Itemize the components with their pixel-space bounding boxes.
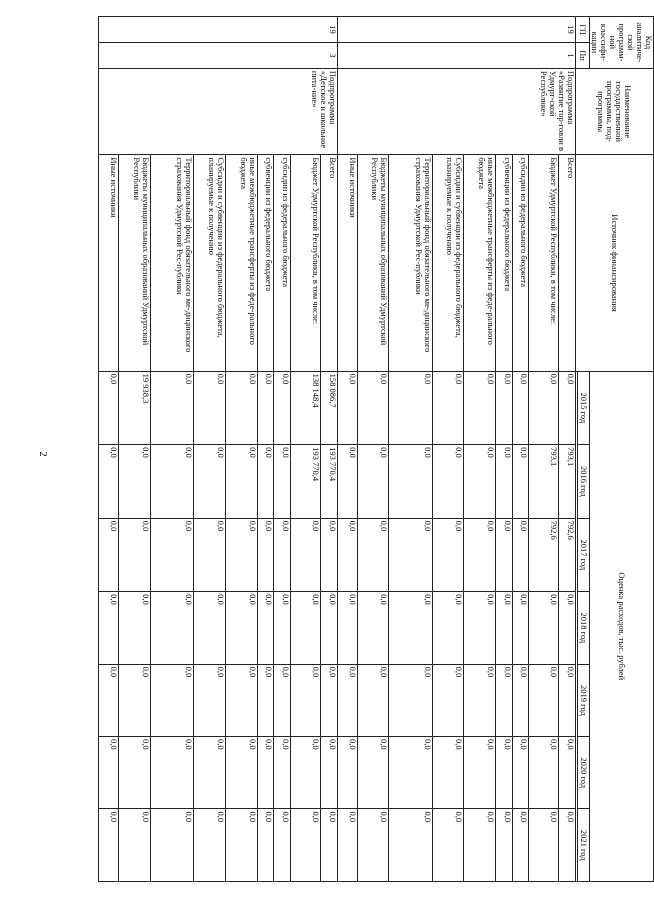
value-cell: 0,0: [194, 809, 226, 882]
value-cell: 0,0: [464, 592, 496, 664]
value-cell: 0,0: [320, 664, 337, 736]
funding-source: субсидии из федерального бюджета: [512, 155, 529, 371]
value-cell: 0,0: [119, 592, 151, 664]
funding-source: иные межбюджетные трансферты из феде-рального бюджета: [464, 155, 496, 371]
value-cell: 0,0: [290, 518, 320, 592]
value-cell: 0,0: [99, 592, 119, 664]
value-cell: 0,0: [529, 371, 559, 445]
pp-code: 3: [99, 42, 338, 68]
value-cell: 0,0: [357, 664, 389, 736]
value-cell: 792,6: [559, 518, 576, 592]
value-cell: 0,0: [274, 809, 291, 882]
header-year: 2018 год: [578, 592, 590, 664]
value-cell: 792,6: [529, 518, 559, 592]
value-cell: 0,0: [337, 809, 357, 882]
value-cell: 793,1: [529, 445, 559, 519]
header-code-group: Код аналитиче-ской программ-ной классифи-кации: [590, 17, 654, 69]
header-year: 2016 год: [578, 445, 590, 519]
value-cell: 0,0: [432, 809, 464, 882]
expense-table: [98, 16, 654, 882]
value-cell: 0,0: [274, 371, 291, 445]
value-cell: 0,0: [194, 737, 226, 809]
value-cell: 0,0: [529, 737, 559, 809]
value-cell: 0,0: [119, 518, 151, 592]
value-cell: 0,0: [99, 445, 119, 519]
value-cell: 0,0: [389, 809, 432, 882]
value-cell: 0,0: [357, 518, 389, 592]
value-cell: 0,0: [529, 809, 559, 882]
program-name: Подпрограмма «Развитие тор-говли в Удмурт-ской Республике»: [337, 68, 575, 155]
value-cell: 0,0: [512, 592, 529, 664]
value-cell: 0,0: [337, 518, 357, 592]
value-cell: 0,0: [257, 371, 274, 445]
value-cell: 0,0: [357, 445, 389, 519]
value-cell: 0,0: [337, 445, 357, 519]
value-cell: 0,0: [274, 592, 291, 664]
value-cell: 0,0: [257, 737, 274, 809]
value-cell: 0,0: [225, 664, 257, 736]
value-cell: 0,0: [495, 737, 512, 809]
value-cell: 0,0: [320, 518, 337, 592]
value-cell: 193 770,4: [320, 445, 337, 519]
funding-source: Иные источники: [99, 155, 119, 371]
value-cell: 0,0: [194, 664, 226, 736]
value-cell: 0,0: [512, 664, 529, 736]
funding-source: Всего: [320, 155, 337, 371]
value-cell: 0,0: [257, 664, 274, 736]
value-cell: 0,0: [150, 592, 193, 664]
value-cell: 0,0: [99, 809, 119, 882]
value-cell: 0,0: [512, 737, 529, 809]
value-cell: 0,0: [495, 809, 512, 882]
funding-source: Иные источники: [337, 155, 357, 371]
value-cell: 0,0: [290, 737, 320, 809]
value-cell: 0,0: [320, 737, 337, 809]
value-cell: 0,0: [99, 371, 119, 445]
funding-source: субвенции из федерального бюджета: [495, 155, 512, 371]
value-cell: 0,0: [512, 809, 529, 882]
value-cell: 0,0: [290, 664, 320, 736]
value-cell: 0,0: [119, 809, 151, 882]
value-cell: 0,0: [150, 518, 193, 592]
value-cell: 0,0: [99, 664, 119, 736]
value-cell: 0,0: [225, 371, 257, 445]
header-pp: Пп: [576, 42, 590, 68]
value-cell: 0,0: [150, 371, 193, 445]
header-year: 2019 год: [578, 664, 590, 736]
value-cell: 0,0: [495, 518, 512, 592]
value-cell: 193 770,4: [290, 445, 320, 519]
funding-source: субсидии из федерального бюджета: [274, 155, 291, 371]
funding-source: Субсидии и субвенции из федерального бюджета, планируемые к получению: [194, 155, 226, 371]
funding-source: Бюджет Удмуртской Республики, в том числе:: [290, 155, 320, 371]
header-source: Источник финансирования: [576, 155, 654, 371]
header-year: 2015 год: [578, 371, 590, 445]
value-cell: 0,0: [357, 809, 389, 882]
program-name: Подпрограмма «Детское и школьное пита-ние»: [99, 68, 338, 155]
page-number: 2: [36, 451, 49, 457]
value-cell: 0,0: [389, 664, 432, 736]
header-gp: ГП: [576, 17, 590, 43]
value-cell: 0,0: [432, 737, 464, 809]
value-cell: 0,0: [257, 592, 274, 664]
value-cell: 0,0: [559, 371, 576, 445]
rotated-table-wrapper: [98, 16, 654, 882]
value-cell: 0,0: [194, 371, 226, 445]
value-cell: 0,0: [432, 518, 464, 592]
value-cell: 0,0: [194, 518, 226, 592]
value-cell: 0,0: [529, 592, 559, 664]
value-cell: 0,0: [559, 592, 576, 664]
value-cell: 0,0: [495, 371, 512, 445]
value-cell: 0,0: [274, 664, 291, 736]
value-cell: 0,0: [290, 592, 320, 664]
value-cell: 0,0: [99, 737, 119, 809]
value-cell: 0,0: [150, 809, 193, 882]
value-cell: 0,0: [559, 809, 576, 882]
pp-code: 1: [337, 42, 575, 68]
value-cell: 0,0: [150, 445, 193, 519]
header-year: 2017 год: [578, 518, 590, 592]
value-cell: 0,0: [194, 445, 226, 519]
value-cell: 0,0: [274, 518, 291, 592]
value-cell: 0,0: [495, 592, 512, 664]
value-cell: 0,0: [559, 664, 576, 736]
value-cell: 0,0: [389, 371, 432, 445]
value-cell: 0,0: [432, 664, 464, 736]
value-cell: 0,0: [257, 518, 274, 592]
funding-source: Субсидии и субвенции из федерального бюджета, планируемые к получению: [432, 155, 464, 371]
value-cell: 0,0: [389, 592, 432, 664]
value-cell: 0,0: [464, 737, 496, 809]
header-estimate: Оценка расходов, тыс. рублей: [590, 371, 654, 881]
value-cell: 0,0: [274, 737, 291, 809]
header-year: 2020 год: [578, 737, 590, 809]
value-cell: 0,0: [257, 445, 274, 519]
funding-source: Бюджеты муниципальных образований Удмуртской Республики: [119, 155, 151, 371]
value-cell: 0,0: [257, 809, 274, 882]
header-year: 2021 год: [578, 809, 590, 882]
value-cell: 0,0: [119, 445, 151, 519]
value-cell: 0,0: [432, 592, 464, 664]
value-cell: 0,0: [225, 518, 257, 592]
value-cell: 0,0: [389, 518, 432, 592]
funding-source: Территориальный фонд обязательного ме-дицинского страхования Удмуртской Рес-публики: [150, 155, 193, 371]
header-program-name: Наименование государственной программы, под-программы: [576, 68, 654, 155]
value-cell: 0,0: [512, 518, 529, 592]
value-cell: 0,0: [225, 809, 257, 882]
funding-source: субвенции из федерального бюджета: [257, 155, 274, 371]
funding-source: Бюджеты муниципальных образований Удмуртской Республики: [357, 155, 389, 371]
table-row: [559, 17, 576, 882]
value-cell: 0,0: [495, 445, 512, 519]
value-cell: 0,0: [432, 371, 464, 445]
value-cell: 0,0: [464, 518, 496, 592]
value-cell: 0,0: [464, 664, 496, 736]
value-cell: 138 148,4: [290, 371, 320, 445]
value-cell: 0,0: [357, 592, 389, 664]
value-cell: 0,0: [119, 737, 151, 809]
value-cell: 0,0: [337, 664, 357, 736]
value-cell: 0,0: [337, 737, 357, 809]
value-cell: 0,0: [512, 371, 529, 445]
value-cell: 0,0: [389, 445, 432, 519]
value-cell: 0,0: [150, 664, 193, 736]
value-cell: 0,0: [357, 737, 389, 809]
gp-code: 19: [337, 17, 575, 43]
value-cell: 0,0: [512, 445, 529, 519]
value-cell: 0,0: [389, 737, 432, 809]
value-cell: 0,0: [320, 809, 337, 882]
value-cell: 0,0: [495, 664, 512, 736]
value-cell: 0,0: [464, 445, 496, 519]
value-cell: 0,0: [559, 737, 576, 809]
funding-source: иные межбюджетные трансферты из феде-рального бюджета: [225, 155, 257, 371]
value-cell: 0,0: [464, 809, 496, 882]
value-cell: 0,0: [290, 809, 320, 882]
value-cell: 793,1: [559, 445, 576, 519]
value-cell: 0,0: [337, 371, 357, 445]
funding-source: Всего: [559, 155, 576, 371]
value-cell: 19 938,3: [119, 371, 151, 445]
table-row: [320, 17, 337, 882]
value-cell: 0,0: [225, 737, 257, 809]
value-cell: 0,0: [99, 518, 119, 592]
value-cell: 0,0: [529, 664, 559, 736]
value-cell: 0,0: [357, 371, 389, 445]
value-cell: 0,0: [194, 592, 226, 664]
value-cell: 158 086,7: [320, 371, 337, 445]
value-cell: 0,0: [320, 592, 337, 664]
value-cell: 0,0: [274, 445, 291, 519]
value-cell: 0,0: [464, 371, 496, 445]
value-cell: 0,0: [432, 445, 464, 519]
value-cell: 0,0: [119, 664, 151, 736]
value-cell: 0,0: [225, 592, 257, 664]
gp-code: 19: [99, 17, 338, 43]
value-cell: 0,0: [225, 445, 257, 519]
value-cell: 0,0: [337, 592, 357, 664]
value-cell: 0,0: [150, 737, 193, 809]
funding-source: Бюджет Удмуртской Республики, в том числе:: [529, 155, 559, 371]
funding-source: Территориальный фонд обязательного ме-дицинского страхования Удмуртской Рес-публики: [389, 155, 432, 371]
